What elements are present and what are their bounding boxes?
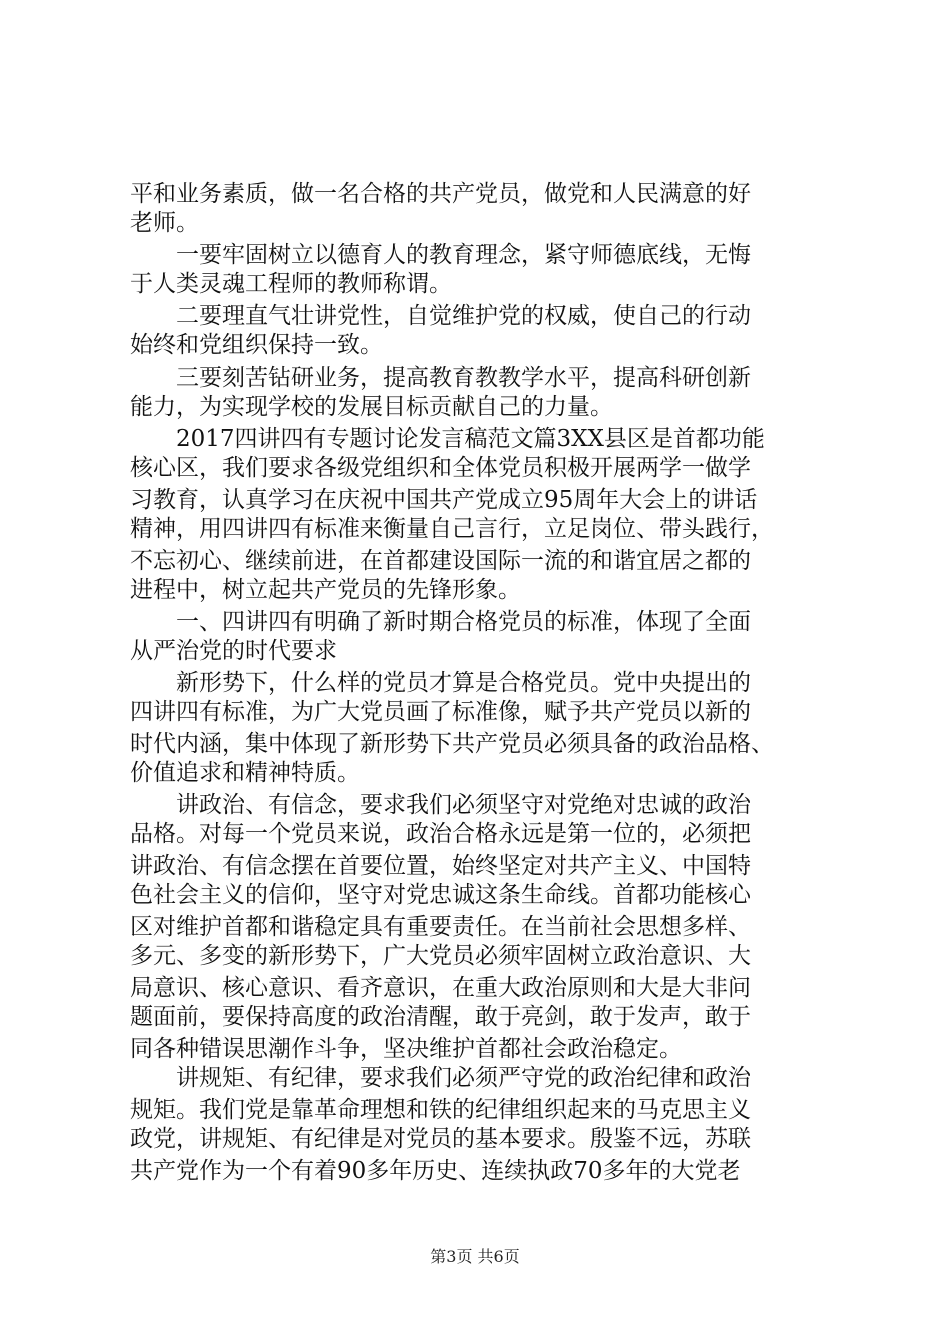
body-line: 习教育，认真学习在庆祝中国共产党成立95周年大会上的讲话: [130, 487, 758, 513]
body-line: 老师。: [130, 210, 199, 236]
body-line: 三要刻苦钻研业务，提高教育教教学水平，提高科研创新: [130, 365, 751, 391]
body-line: 一要牢固树立以德育人的教育理念，紧守师德底线，无悔: [130, 242, 751, 268]
body-line: 进程中，树立起共产党员的先锋形象。: [130, 577, 521, 603]
body-line: 同各种错误思潮作斗争，坚决维护首都社会政治稳定。: [130, 1036, 682, 1062]
body-line: 局意识、核心意识、看齐意识，在重大政治原则和大是大非问: [130, 975, 751, 1001]
body-line: 精神，用四讲四有标准来衡量自己言行，立足岗位、带头践行，: [130, 516, 774, 542]
body-line: 始终和党组织保持一致。: [130, 332, 383, 358]
body-line: 一、四讲四有明确了新时期合格党员的标准，体现了全面: [130, 609, 751, 635]
body-line: 讲政治、有信念摆在首要位置，始终坚定对共产主义、中国特: [130, 853, 751, 879]
body-line: 色社会主义的信仰，坚守对党忠诚这条生命线。首都功能核心: [130, 882, 751, 908]
body-line: 政党，讲规矩、有纪律是对党员的基本要求。殷鉴不远，苏联: [130, 1126, 751, 1152]
body-line: 从严治党的时代要求: [130, 638, 337, 664]
body-line: 时代内涵，集中体现了新形势下共产党员必须具备的政治品格、: [130, 731, 774, 757]
body-line: 多元、多变的新形势下，广大党员必须牢固树立政治意识、大: [130, 943, 751, 969]
body-line: 能力，为实现学校的发展目标贡献自己的力量。: [130, 394, 613, 420]
body-line: 区对维护首都和谐稳定具有重要责任。在当前社会思想多样、: [130, 914, 751, 940]
page-footer: 第3页 共6页: [430, 1247, 520, 1266]
body-line: 二要理直气壮讲党性，自觉维护党的权威，使自己的行动: [130, 303, 751, 329]
body-line: 四讲四有标准，为广大党员画了标准像，赋予共产党员以新的: [130, 699, 751, 725]
body-line: 不忘初心、继续前进，在首都建设国际一流的和谐宜居之都的: [130, 548, 751, 574]
body-line: 新形势下，什么样的党员才算是合格党员。党中央提出的: [130, 670, 751, 696]
body-line: 核心区，我们要求各级党组织和全体党员积极开展两学一做学: [130, 455, 751, 481]
body-line: 于人类灵魂工程师的教师称谓。: [130, 271, 452, 297]
body-line: 讲规矩、有纪律，要求我们必须严守党的政治纪律和政治: [130, 1065, 751, 1091]
body-line: 讲政治、有信念，要求我们必须坚守对党绝对忠诚的政治: [130, 792, 751, 818]
body-line: 价值追求和精神特质。: [130, 760, 360, 786]
body-line: 平和业务素质，做一名合格的共产党员，做党和人民满意的好: [130, 181, 751, 207]
body-line: 规矩。我们党是靠革命理想和铁的纪律组织起来的马克思主义: [130, 1097, 751, 1123]
body-line: 品格。对每一个党员来说，政治合格永远是第一位的，必须把: [130, 821, 751, 847]
body-line: 共产党作为一个有着90多年历史、连续执政70多年的大党老: [130, 1158, 741, 1184]
body-line: 题面前，要保持高度的政治清醒，敢于亮剑，敢于发声，敢于: [130, 1004, 751, 1030]
body-line: 2017四讲四有专题讨论发言稿范文篇3XX县区是首都功能: [130, 426, 765, 452]
